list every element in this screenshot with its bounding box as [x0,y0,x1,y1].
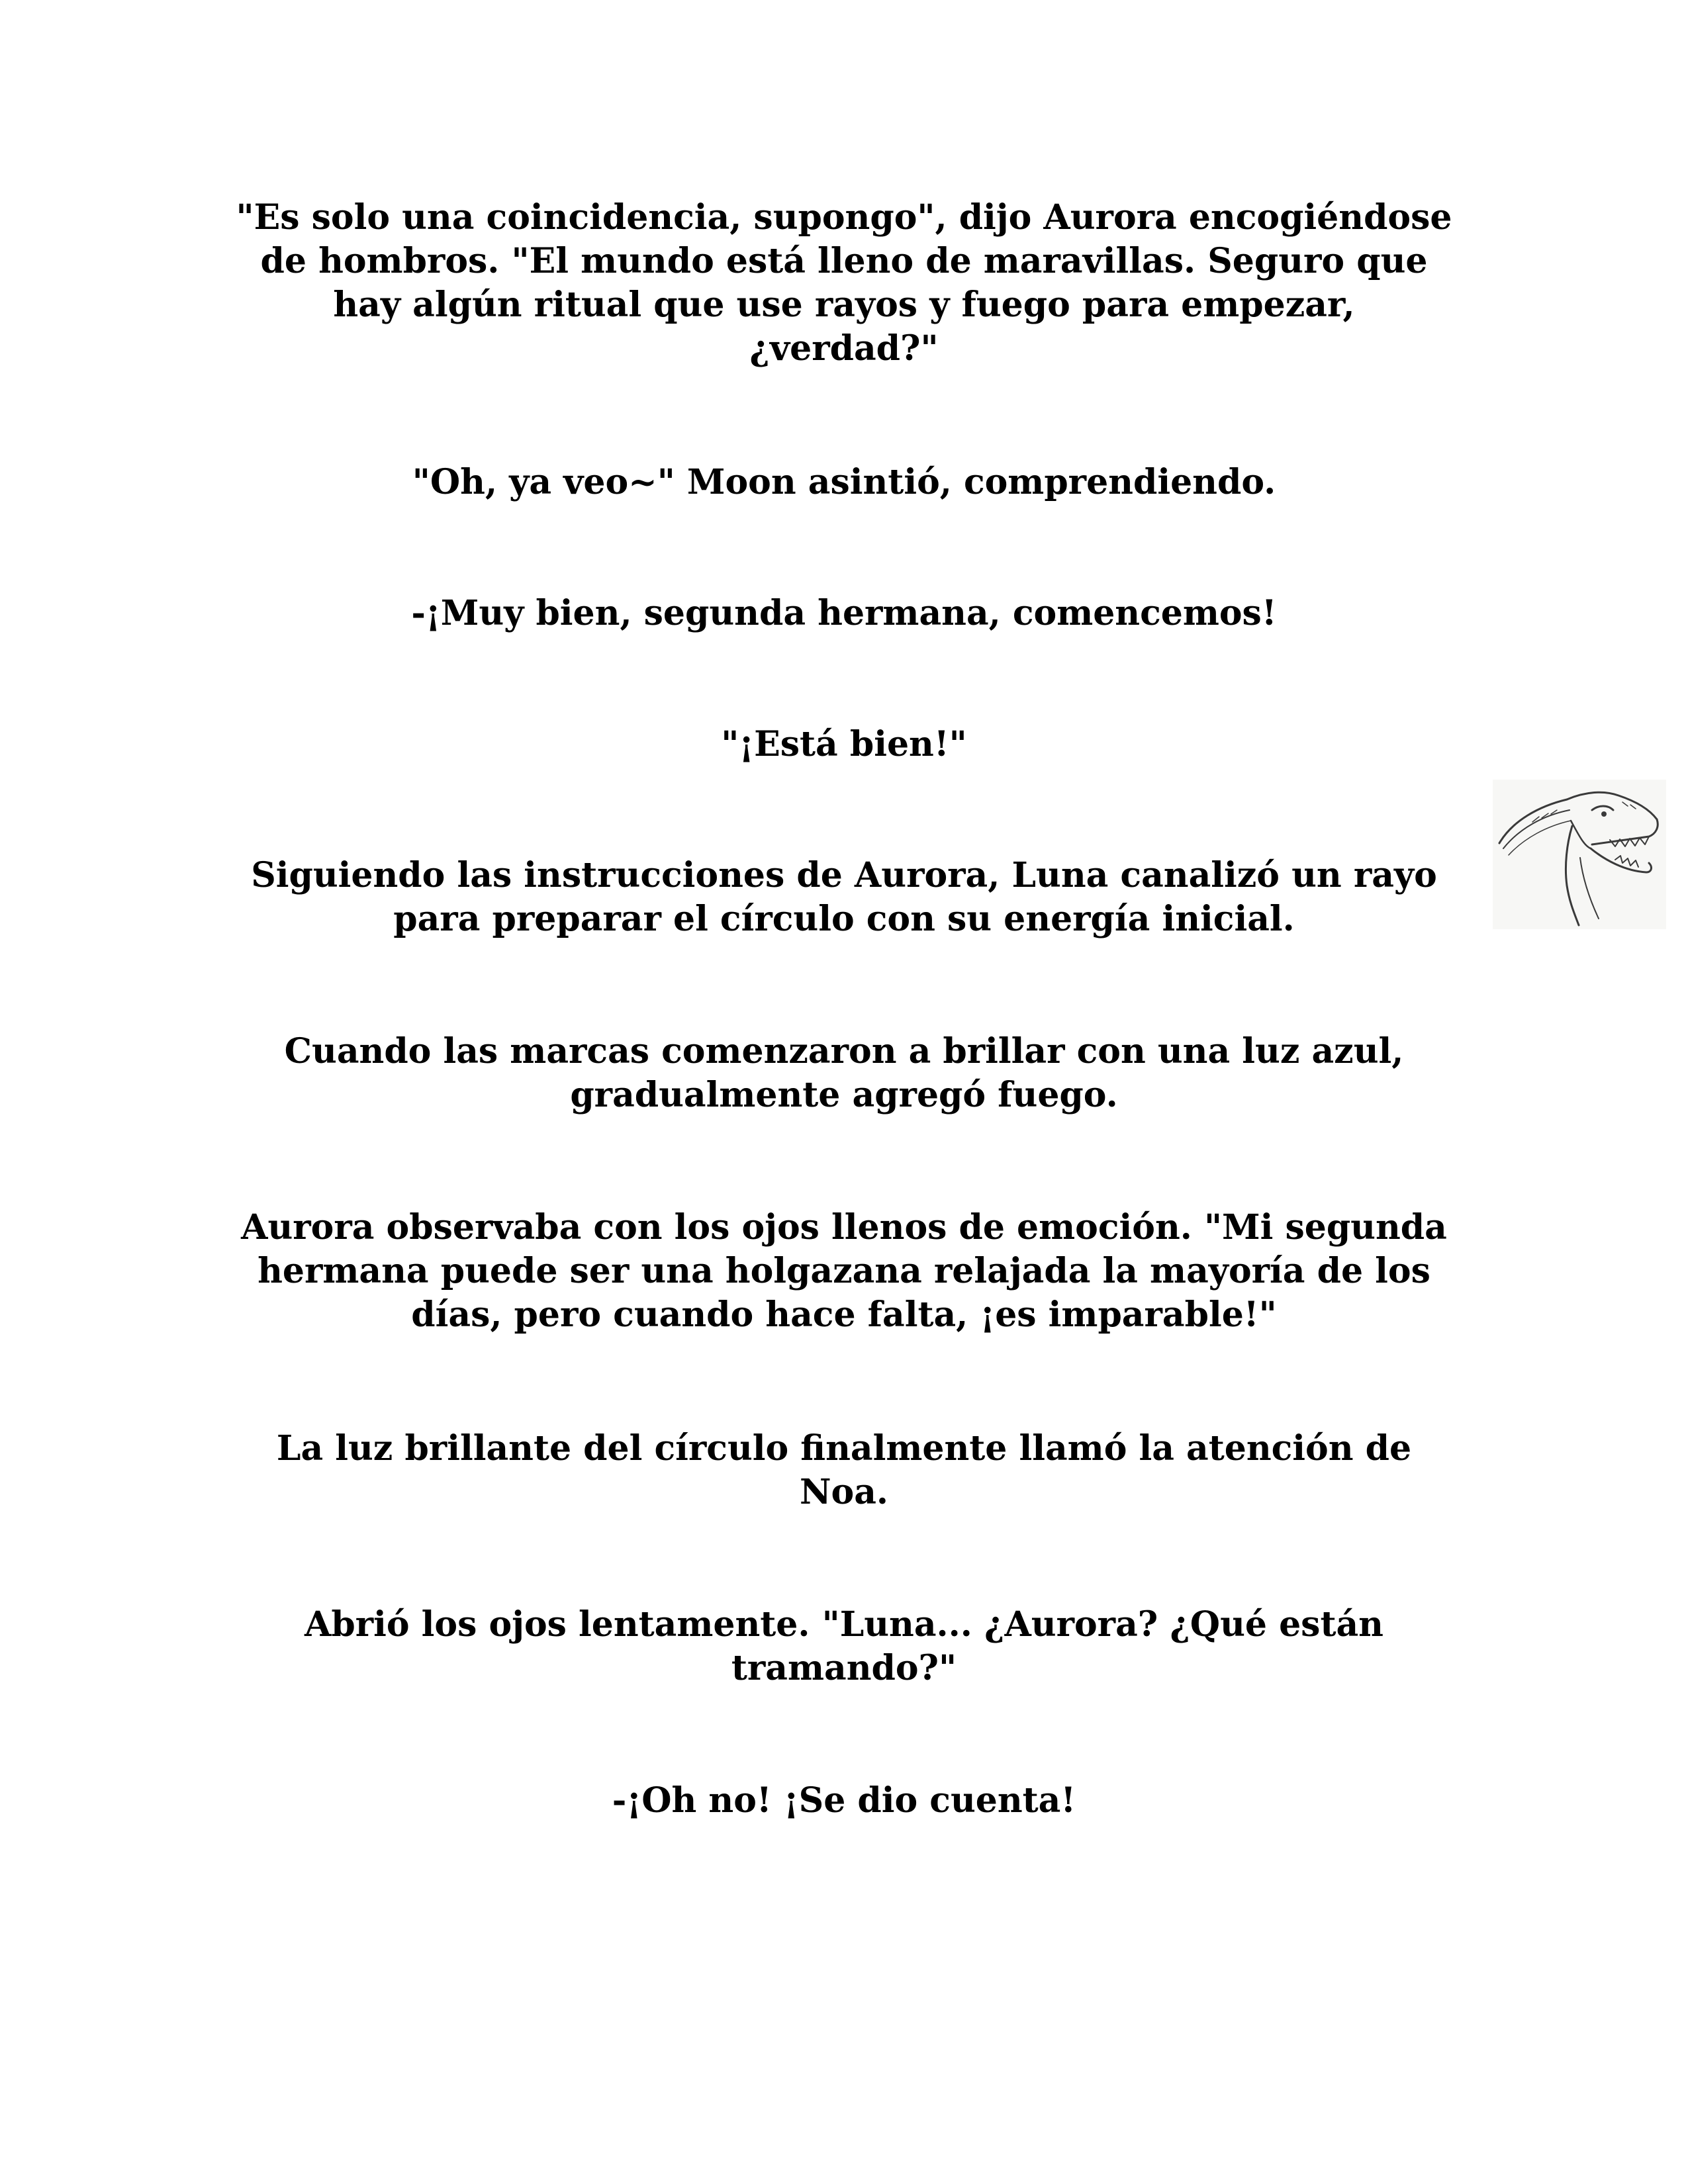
paragraph-9: Abrió los ojos lentamente. "Luna... ¿Aurora? ¿Qué están tramando?" [305,1604,1383,1688]
watermark [1493,780,1666,929]
paragraph-2: "Oh, ya veo~" Moon asintió, comprendiendo. [412,462,1276,502]
paragraph-4: "¡Está bien!" [721,724,967,764]
dinosaur-head-sketch-icon [1493,780,1666,929]
paragraph-7: Aurora observaba con los ojos llenos de emoción. "Mi segunda hermana puede ser una holgazana relajada la mayoría de los días, pero cuando hace falta, ¡es imparable!" [241,1207,1447,1335]
paragraph-10: -¡Oh no! ¡Se dio cuenta! [612,1780,1076,1821]
paragraph-5: Siguiendo las instrucciones de Aurora, Luna canalizó un rayo para preparar el círculo con su energía inicial. [251,855,1437,939]
paragraph-1: "Es solo una coincidencia, supongo", dijo Aurora encogiéndose de hombros. "El mundo está lleno de maravillas. Seguro que hay algún ritual que use rayos y fuego para empezar, ¿verdad?" [236,197,1452,369]
paragraph-3: -¡Muy bien, segunda hermana, comencemos! [411,593,1277,633]
paragraph-6: Cuando las marcas comenzaron a brillar con una luz azul, gradualmente agregó fuego. [284,1031,1404,1115]
paragraph-8: La luz brillante del círculo finalmente llamó la atención de Noa. [276,1428,1412,1512]
